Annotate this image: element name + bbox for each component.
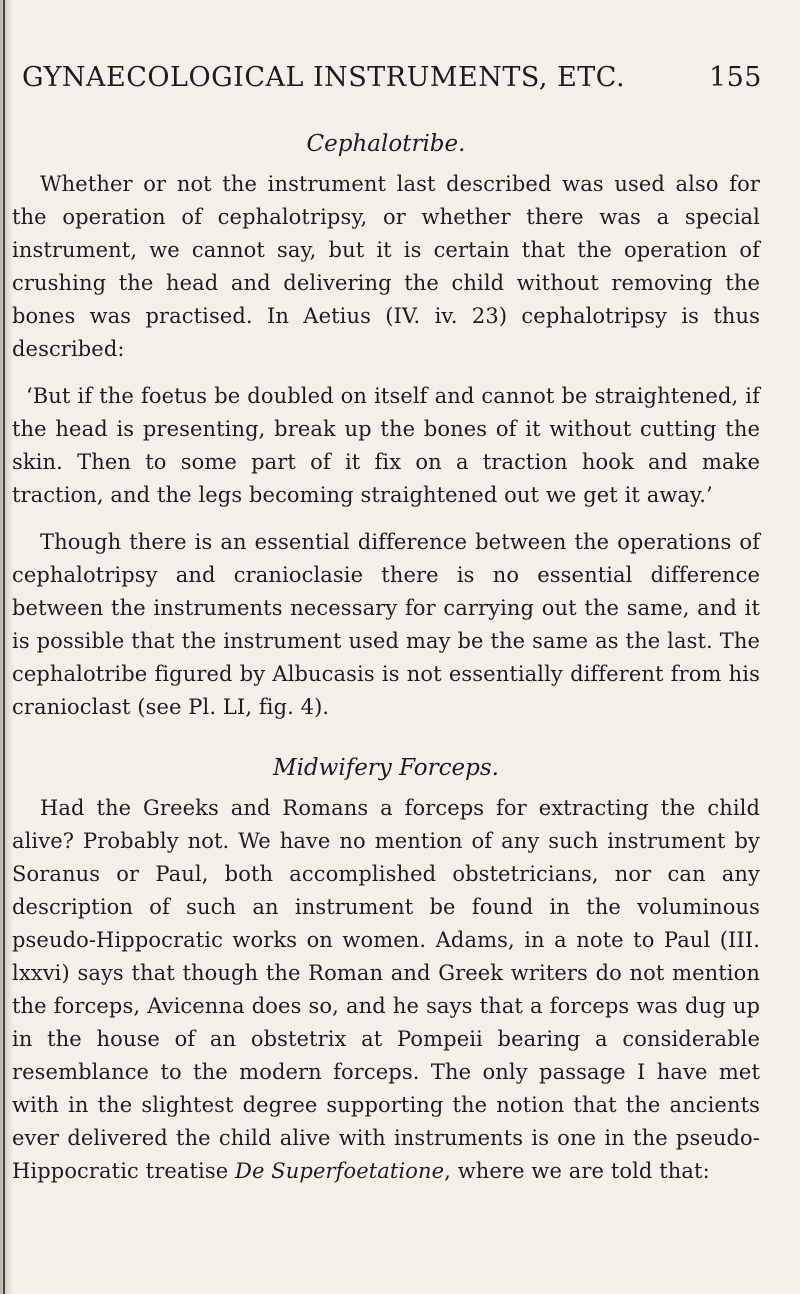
paragraph-forceps-end: , where we are told that: (444, 1159, 710, 1183)
page-body (12, 128, 760, 1188)
paragraph-forceps (12, 792, 760, 1188)
paragraph-cephalotripsy-intro: Whether or not the instrument last described was used also for the operation of cephalotripsy, or whether there was a special instrument, we cannot say, but it is certain that the operation of crushing the head and delivering the child without removing the bones was practised. In Aetius (IV. iv. 23) cephalotripsy is thus described: (12, 172, 760, 361)
page-number: 155 (708, 62, 762, 93)
paragraph-forceps-text: Had the Greeks and Romans a forceps for extracting the child alive? Probably not. We have no mention of any such instrument by Soranus or Paul, both accomplished obstetricians, nor can any description of such an instrument be found in the voluminous pseudo-Hippocratic works on women. Adams, in a note to Paul (III. lxxvi) says that though the Roman and Greek writers do not mention the forceps, Avicenna does so, and he says that a forceps was dug up in the house of an obstetrix at Pompeii bearing a considerable resemblance to the modern forceps. The only passage I have met with in the slightest degree supporting the notion that the ancients ever delivered the child alive with instruments is one in the pseudo-Hippocratic treatise (12, 796, 760, 1183)
section-heading-midwifery-forceps: Midwifery Forceps. (273, 755, 499, 781)
paragraph-aetius-quote: ‘But if the foetus be doubled on itself and cannot be straightened, if the head is presenting, break up the bones of it without cutting the skin. Then to some part of it fix on a traction hook and make traction, and the legs becoming straightened out we get it away.’ (12, 384, 760, 507)
treatise-title: De Superfoetatione (235, 1159, 445, 1183)
page-header (22, 62, 762, 93)
paragraph-instrument-difference: Though there is an essential difference between the operations of cephalotripsy and cranioclasie there is no essential difference between the instruments necessary for carrying out the same, and it is possible that the instrument used may be the same as the last. The cephalotribe figured by Albucasis is not essentially different from his cranioclast (see Pl. LI, fig. 4). (12, 530, 760, 719)
gutter-line (3, 0, 5, 1294)
section-heading-cephalotribe: Cephalotribe. (306, 131, 466, 157)
running-head: GYNAECOLOGICAL INSTRUMENTS, ETC. (22, 62, 626, 93)
